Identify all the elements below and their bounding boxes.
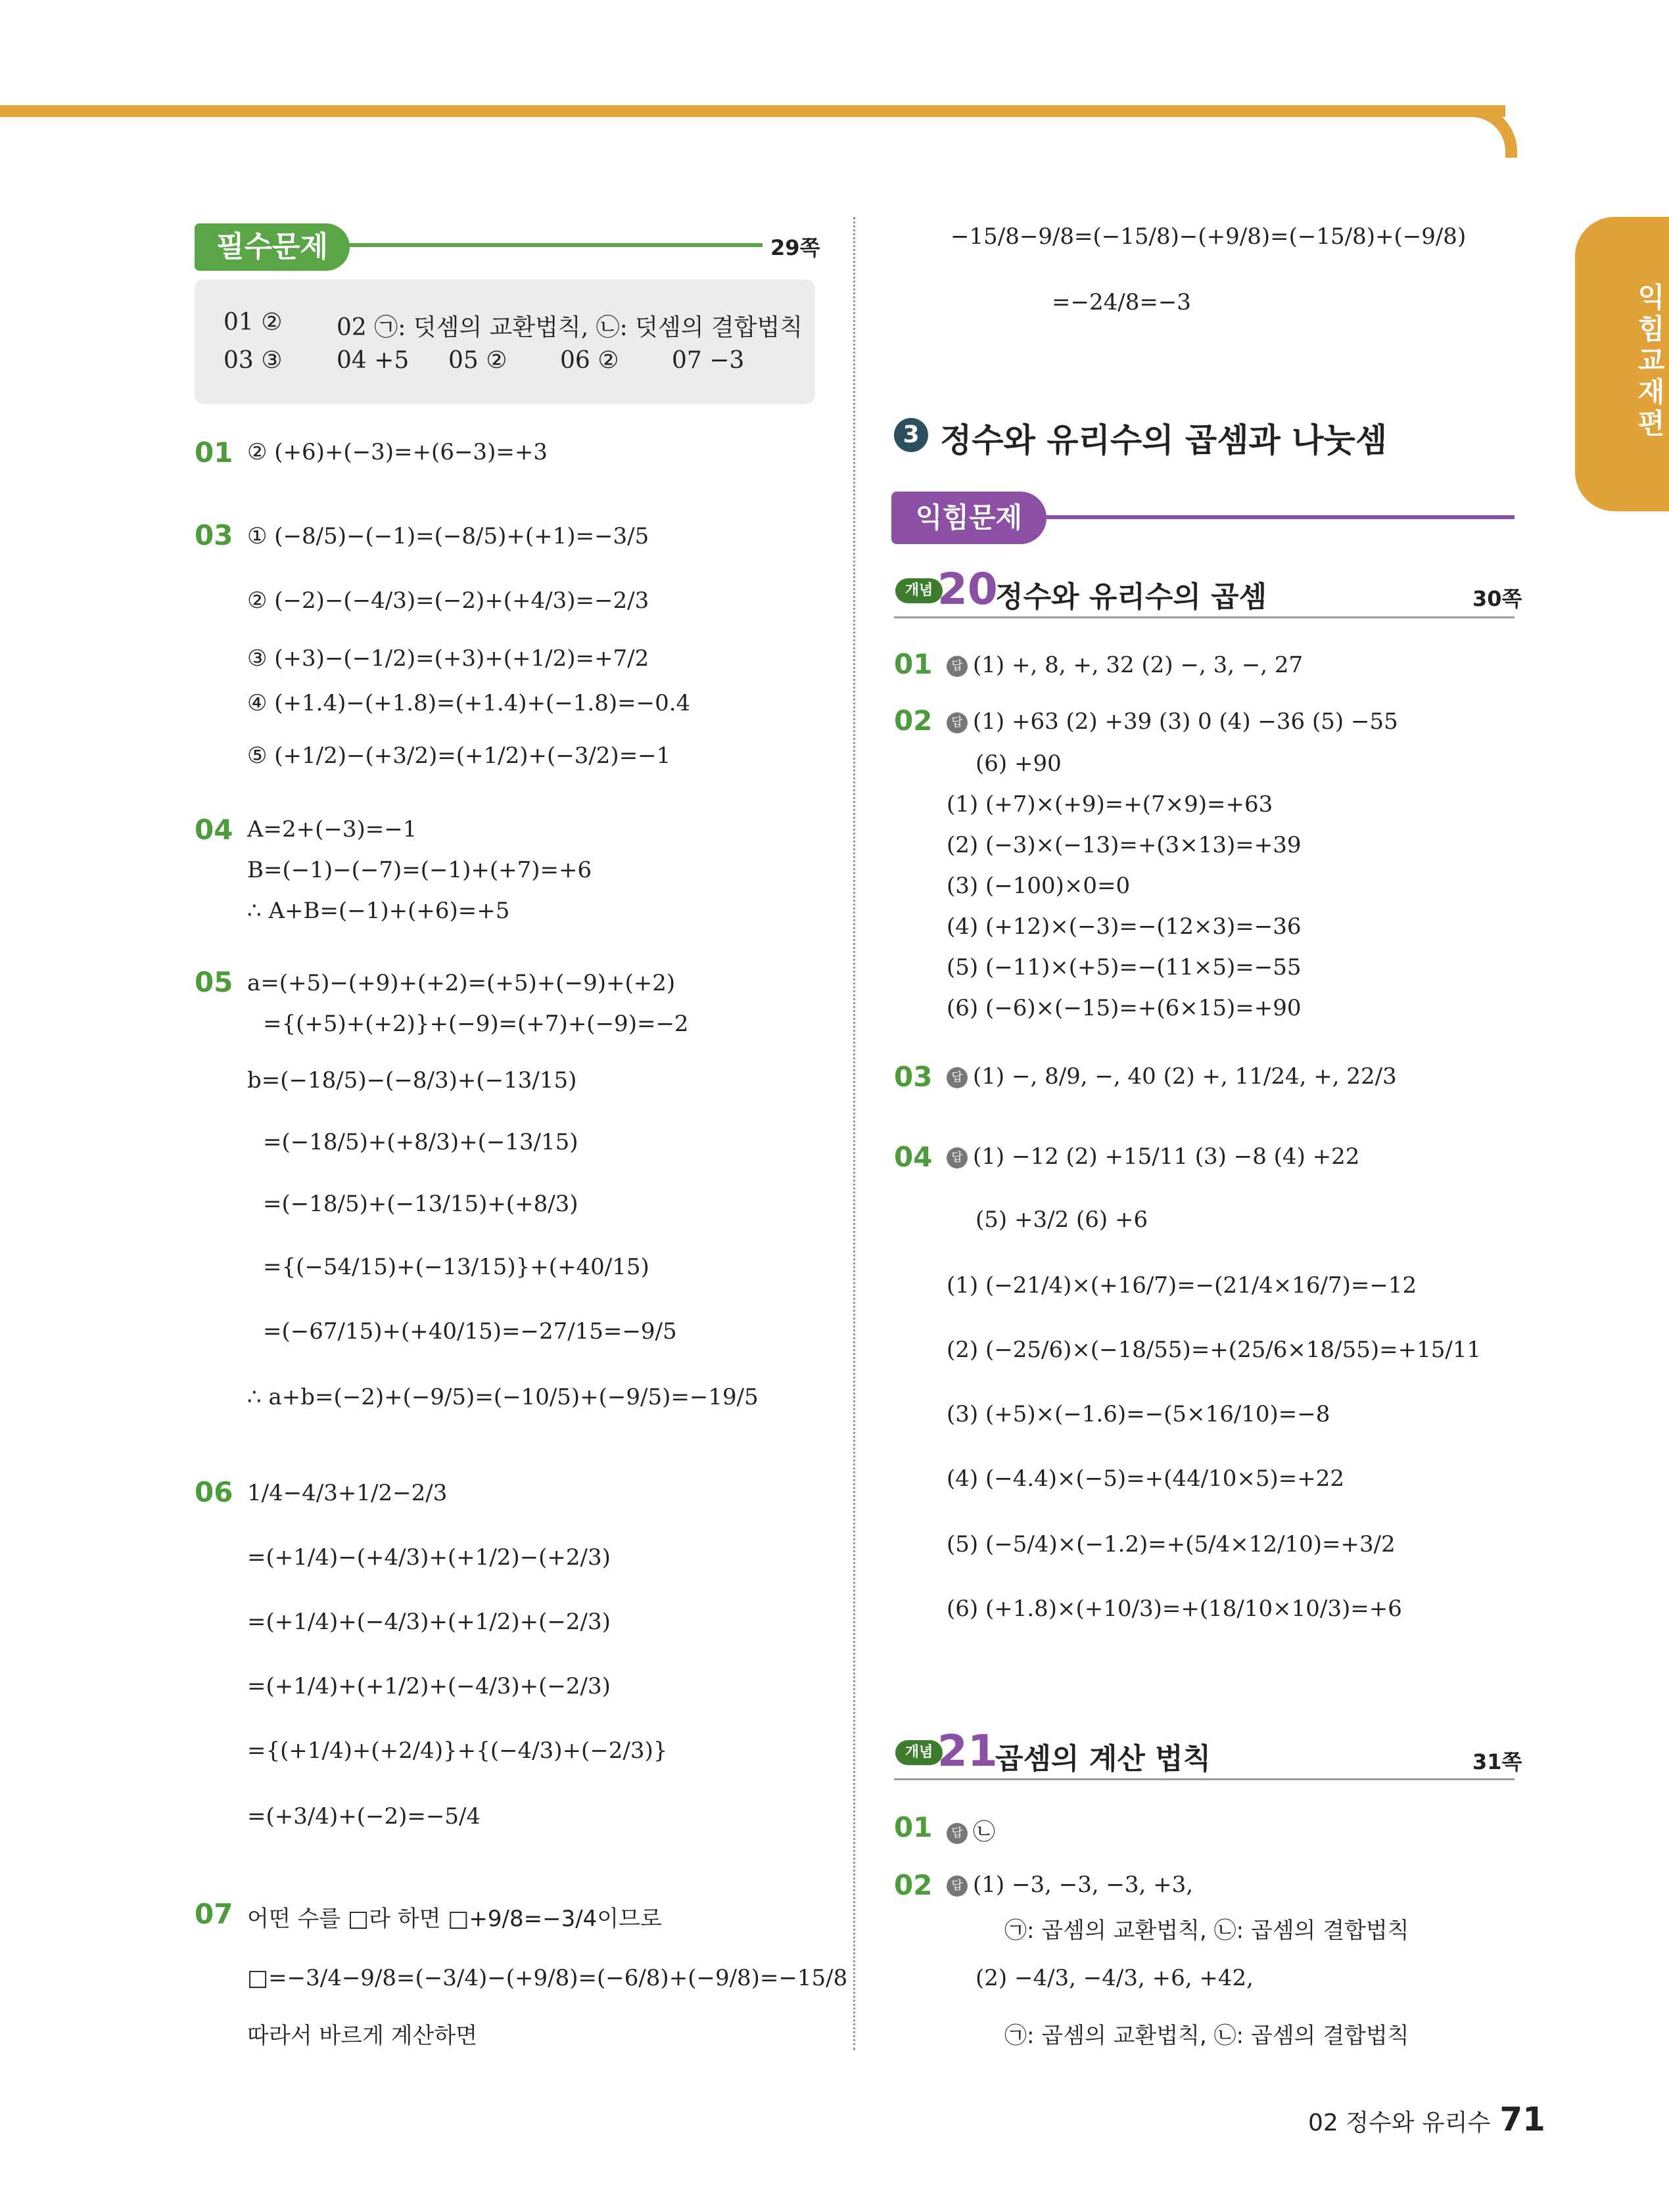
solution-line: =(+3/4)+(−2)=−5/4 <box>247 1803 481 1830</box>
answer-icon: 답 <box>947 1147 968 1168</box>
solution-line: (4) (+12)×(−3)=−(12×3)=−36 <box>947 913 1302 940</box>
section-title: 정수와 유리수의 곱셈과 나눗셈 <box>940 421 1388 459</box>
solution-line: =(−18/5)+(−13/15)+(+8/3) <box>263 1191 578 1217</box>
top-decor-curve <box>1446 105 1517 158</box>
section-number: 3 <box>894 418 928 452</box>
solution-line: A=2+(−3)=−1 <box>247 816 417 842</box>
concept-title-20: 정수와 유리수의 곱셈 <box>995 580 1267 614</box>
solution-line: ={(+1/4)+(+2/4)}+{(−4/3)+(−2/3)} <box>247 1738 668 1764</box>
question-number: 01 <box>894 1811 933 1843</box>
badge-practice: 익힘문제 <box>891 492 1046 544</box>
page-ref-30: 30쪽 <box>1472 586 1522 611</box>
top-decor-bar <box>0 105 1505 117</box>
question-number: 02 <box>894 704 933 737</box>
solution-line <box>947 652 1303 678</box>
question-number: 04 <box>894 1141 933 1173</box>
solution-line: ② (+6)+(−3)=+(6−3)=+3 <box>247 439 548 465</box>
solution-line: (2) (−25/6)×(−18/55)=+(25/6×18/55)=+15/11 <box>947 1337 1482 1363</box>
solution-line: (1) (−21/4)×(+16/7)=−(21/4×16/7)=−12 <box>947 1272 1417 1299</box>
concept-rule <box>894 1778 1515 1780</box>
solution-line: ∴ A+B=(−1)+(+6)=+5 <box>247 898 510 924</box>
solution-line: (5) (−11)×(+5)=−(11×5)=−55 <box>947 954 1302 980</box>
solution-line: b=(−18/5)−(−8/3)+(−13/15) <box>247 1067 577 1094</box>
solution-line: 어떤 수를 □라 하면 □+9/8=−3/4이므로 <box>247 1906 662 1932</box>
answer-02: 02 ㉠: 덧셈의 교환법칙, ㉡: 덧셈의 결합법칙 <box>337 314 803 341</box>
solution-line: (6) (+1.8)×(+10/3)=+(18/10×10/3)=+6 <box>947 1596 1402 1622</box>
solution-line: ⑤ (+1/2)−(+3/2)=(+1/2)+(−3/2)=−1 <box>247 743 671 769</box>
page-ref-31: 31쪽 <box>1472 1749 1522 1774</box>
concept-rule <box>894 616 1515 618</box>
badge-rule <box>342 243 763 247</box>
question-number: 07 <box>195 1898 233 1930</box>
solution-line: (5) (−5/4)×(−1.2)=+(5/4×12/10)=+3/2 <box>947 1531 1396 1557</box>
solution-line: ① (−8/5)−(−1)=(−8/5)+(+1)=−3/5 <box>247 523 649 549</box>
side-tab-label: 익힘교재편 <box>1634 283 1666 440</box>
solution-line <box>947 1872 1193 1898</box>
solution-line: ∴ a+b=(−2)+(−9/5)=(−10/5)+(−9/5)=−19/5 <box>247 1384 759 1410</box>
answer-icon: 답 <box>947 1067 968 1088</box>
question-number: 01 <box>195 436 233 469</box>
footer-chapter: 02 정수와 유리수 <box>1308 2109 1491 2136</box>
solution-line: ③ (+3)−(−1/2)=(+3)+(+1/2)=+7/2 <box>247 645 649 672</box>
solution-line: (5) +3/2 (6) +6 <box>976 1207 1148 1233</box>
solution-line <box>947 1814 995 1846</box>
solution-line: (2) −4/3, −4/3, +6, +42, <box>976 1965 1254 1991</box>
solution-line: =(+1/4)+(+1/2)+(−4/3)+(−2/3) <box>247 1673 611 1699</box>
concept-tag: 개념 <box>895 578 943 603</box>
answer-icon: 답 <box>947 1823 968 1844</box>
solution-line: =(+1/4)+(−4/3)+(+1/2)+(−2/3) <box>247 1609 611 1635</box>
answer-03: 03 ③ <box>223 347 283 374</box>
answer-text: (1) −12 (2) +15/11 (3) −8 (4) +22 <box>973 1143 1360 1170</box>
answer-text: (1) +, 8, +, 32 (2) −, 3, −, 27 <box>973 652 1304 678</box>
concept-tag: 개념 <box>895 1740 943 1765</box>
solution-line: (1) (+7)×(+9)=+(7×9)=+63 <box>947 791 1273 818</box>
answer-icon: 답 <box>947 712 968 733</box>
question-number: 02 <box>894 1869 933 1901</box>
solution-line: =(+1/4)−(+4/3)+(+1/2)−(+2/3) <box>247 1544 611 1571</box>
answer-text: ㉡ <box>973 1819 995 1845</box>
answer-01: 01 ② <box>223 309 283 336</box>
answer-icon: 답 <box>947 656 968 677</box>
solution-line: ② (−2)−(−4/3)=(−2)+(+4/3)=−2/3 <box>247 588 649 614</box>
answer-05: 05 ② <box>448 347 507 374</box>
badge-rule <box>1039 515 1515 519</box>
answer-06: 06 ② <box>560 347 619 374</box>
solution-line: B=(−1)−(−7)=(−1)+(+7)=+6 <box>247 857 592 883</box>
solution-line <box>947 708 1398 735</box>
solution-line: 따라서 바르게 계산하면 <box>247 2023 478 2049</box>
solution-line: =−24/8=−3 <box>1052 289 1191 315</box>
question-number: 03 <box>894 1061 933 1093</box>
solution-line: =(−67/15)+(+40/15)=−27/15=−9/5 <box>263 1318 677 1345</box>
side-tab[interactable] <box>1575 217 1669 511</box>
solution-line <box>947 1143 1359 1170</box>
solution-line: ④ (+1.4)−(+1.8)=(+1.4)+(−1.8)=−0.4 <box>247 690 691 716</box>
answer-text: (1) −3, −3, −3, +3, <box>973 1872 1194 1898</box>
solution-line: =(−18/5)+(+8/3)+(−13/15) <box>263 1129 578 1155</box>
solution-line <box>947 1063 1397 1090</box>
question-number: 01 <box>894 648 933 680</box>
answer-04: 04 +5 <box>337 347 410 374</box>
concept-title-21: 곱셈의 계산 법칙 <box>995 1742 1211 1776</box>
solution-line: −15/8−9/8=(−15/8)−(+9/8)=(−15/8)+(−9/8) <box>951 223 1467 250</box>
badge-required: 필수문제 <box>195 223 350 271</box>
solution-line: □=−3/4−9/8=(−3/4)−(+9/8)=(−6/8)+(−9/8)=−15/8 <box>247 1965 848 1991</box>
question-number: 03 <box>195 519 233 551</box>
solution-line: ㉠: 곱셈의 교환법칙, ㉡: 곱셈의 결합법칙 <box>1004 2023 1409 2049</box>
page-number: 71 <box>1499 2100 1545 2138</box>
concept-number-21: 21 <box>937 1726 998 1776</box>
answer-07: 07 −3 <box>672 347 745 374</box>
concept-number-20: 20 <box>937 564 998 614</box>
answer-icon: 답 <box>947 1876 968 1897</box>
solution-line: 1/4−4/3+1/2−2/3 <box>247 1480 448 1506</box>
question-number: 05 <box>195 966 233 998</box>
solution-line: (6) (−6)×(−15)=+(6×15)=+90 <box>947 995 1302 1021</box>
solution-line: ㉠: 곱셈의 교환법칙, ㉡: 곱셈의 결합법칙 <box>1004 1918 1409 1944</box>
page-ref-29: 29쪽 <box>770 235 820 260</box>
question-number: 04 <box>195 814 233 846</box>
question-number: 06 <box>195 1476 233 1508</box>
solution-line: a=(+5)−(+9)+(+2)=(+5)+(−9)+(+2) <box>247 970 676 996</box>
solution-line: (3) (−100)×0=0 <box>947 873 1131 899</box>
solution-line: ={(−54/15)+(−13/15)}+(+40/15) <box>263 1254 649 1280</box>
solution-line: (3) (+5)×(−1.6)=−(5×16/10)=−8 <box>947 1401 1330 1427</box>
answer-text: (1) −, 8/9, −, 40 (2) +, 11/24, +, 22/3 <box>973 1063 1397 1090</box>
page-footer <box>1308 2100 1545 2138</box>
solution-line: ={(+5)+(+2)}+(−9)=(+7)+(−9)=−2 <box>263 1011 689 1037</box>
solution-line: (2) (−3)×(−13)=+(3×13)=+39 <box>947 832 1302 858</box>
answer-text: (1) +63 (2) +39 (3) 0 (4) −36 (5) −55 <box>973 708 1398 735</box>
column-divider <box>853 217 855 2050</box>
solution-line: (4) (−4.4)×(−5)=+(44/10×5)=+22 <box>947 1465 1345 1492</box>
solution-line: (6) +90 <box>976 750 1062 777</box>
